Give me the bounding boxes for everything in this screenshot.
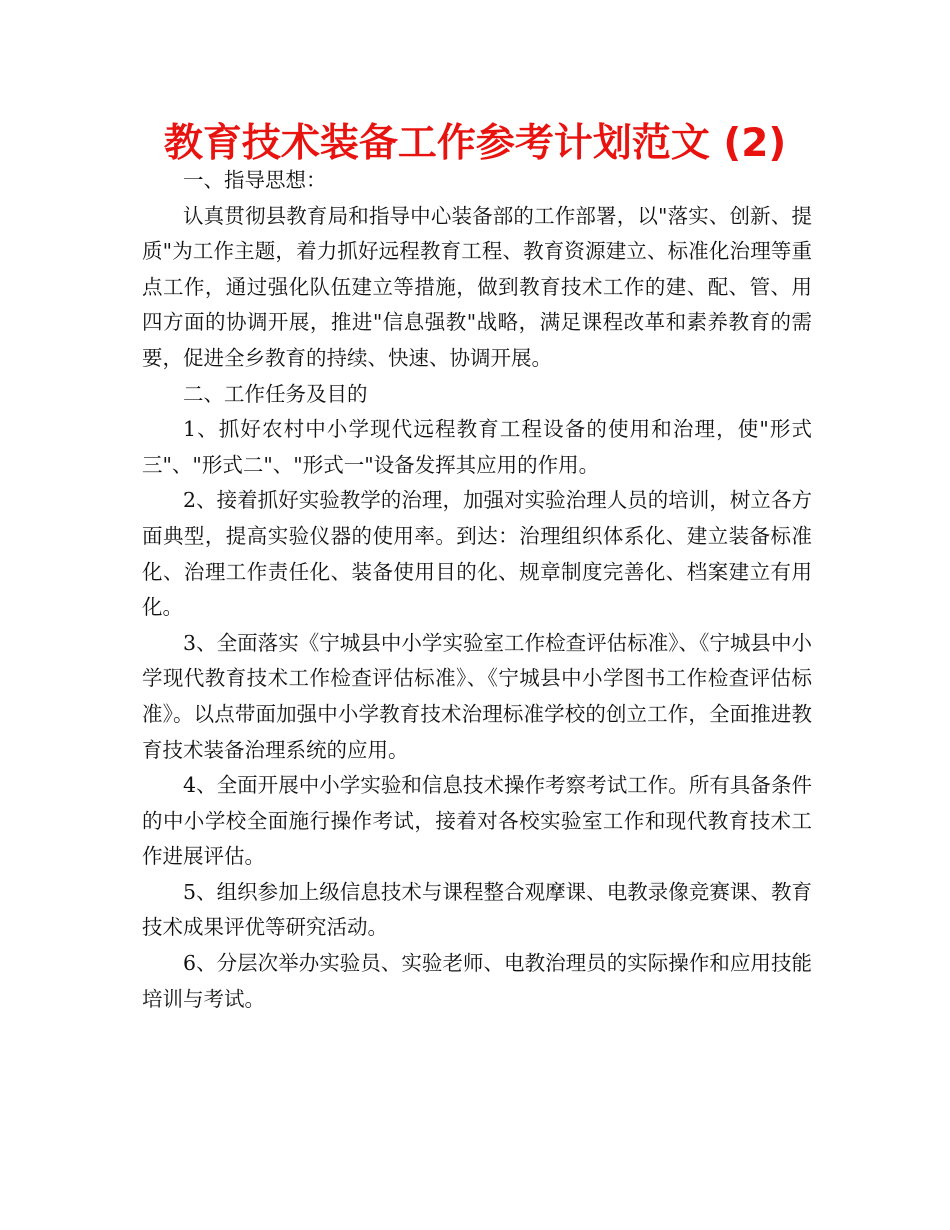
paragraph-guiding-ideology: 认真贯彻县教育局和指导中心装备部的工作部署，以"落实、创新、提质"为工作主题，着力抓好远程教育工程、教育资源建立、标准化治理等重点工作，通过强化队伍建立等措施，做到教育技术工作的建、配、管、用四方面的协调开展，推进"信息强教"战略，满足课程改革和素养教育的需要，促进全乡教育的持续、快速、协调开展。 xyxy=(142,203,812,370)
section-heading-guiding-ideology: 一、指导思想： xyxy=(183,168,327,192)
task-item-3: 3、全面落实《宁城县中小学实验室工作检查评估标准》、《宁城县中小学现代教育技术工作检查评估标准》、《宁城县中小学图书工作检查评估标准》。以点带面加强中小学教育技术治理标准学校的创立工作，全面推进教育技术装备治理系统的应用。 xyxy=(142,630,812,762)
task-item-6: 6、分层次举办实验员、实验老师、电教治理员的实际操作和应用技能培训与考试。 xyxy=(142,951,812,1011)
task-item-1: 1、抓好农村中小学现代远程教育工程设备的使用和治理，使"形式三"、"形式二"、"形式一"设备发挥其应用的作用。 xyxy=(142,417,812,477)
task-item-4: 4、全面开展中小学实验和信息技术操作考察考试工作。所有具备条件的中小学校全面施行操作考试，接着对各校实验室工作和现代教育技术工作进展评估。 xyxy=(142,773,812,869)
document-body xyxy=(142,163,812,1017)
document-title: 教育技术装备工作参考计划范文 (2) xyxy=(163,121,787,166)
section-heading-tasks-goals: 二、工作任务及目的 xyxy=(183,381,368,406)
task-item-2: 2、接着抓好实验教学的治理，加强对实验治理人员的培训，树立各方面典型，提高实验仪器的使用率。到达：治理组织体系化、建立装备标准化、治理工作责任化、装备使用目的化、规章制度完善化、档案建立有用化。 xyxy=(142,488,812,620)
task-item-5: 5、组织参加上级信息技术与课程整合观摩课、电教录像竞赛课、教育技术成果评优等研究活动。 xyxy=(142,879,812,940)
